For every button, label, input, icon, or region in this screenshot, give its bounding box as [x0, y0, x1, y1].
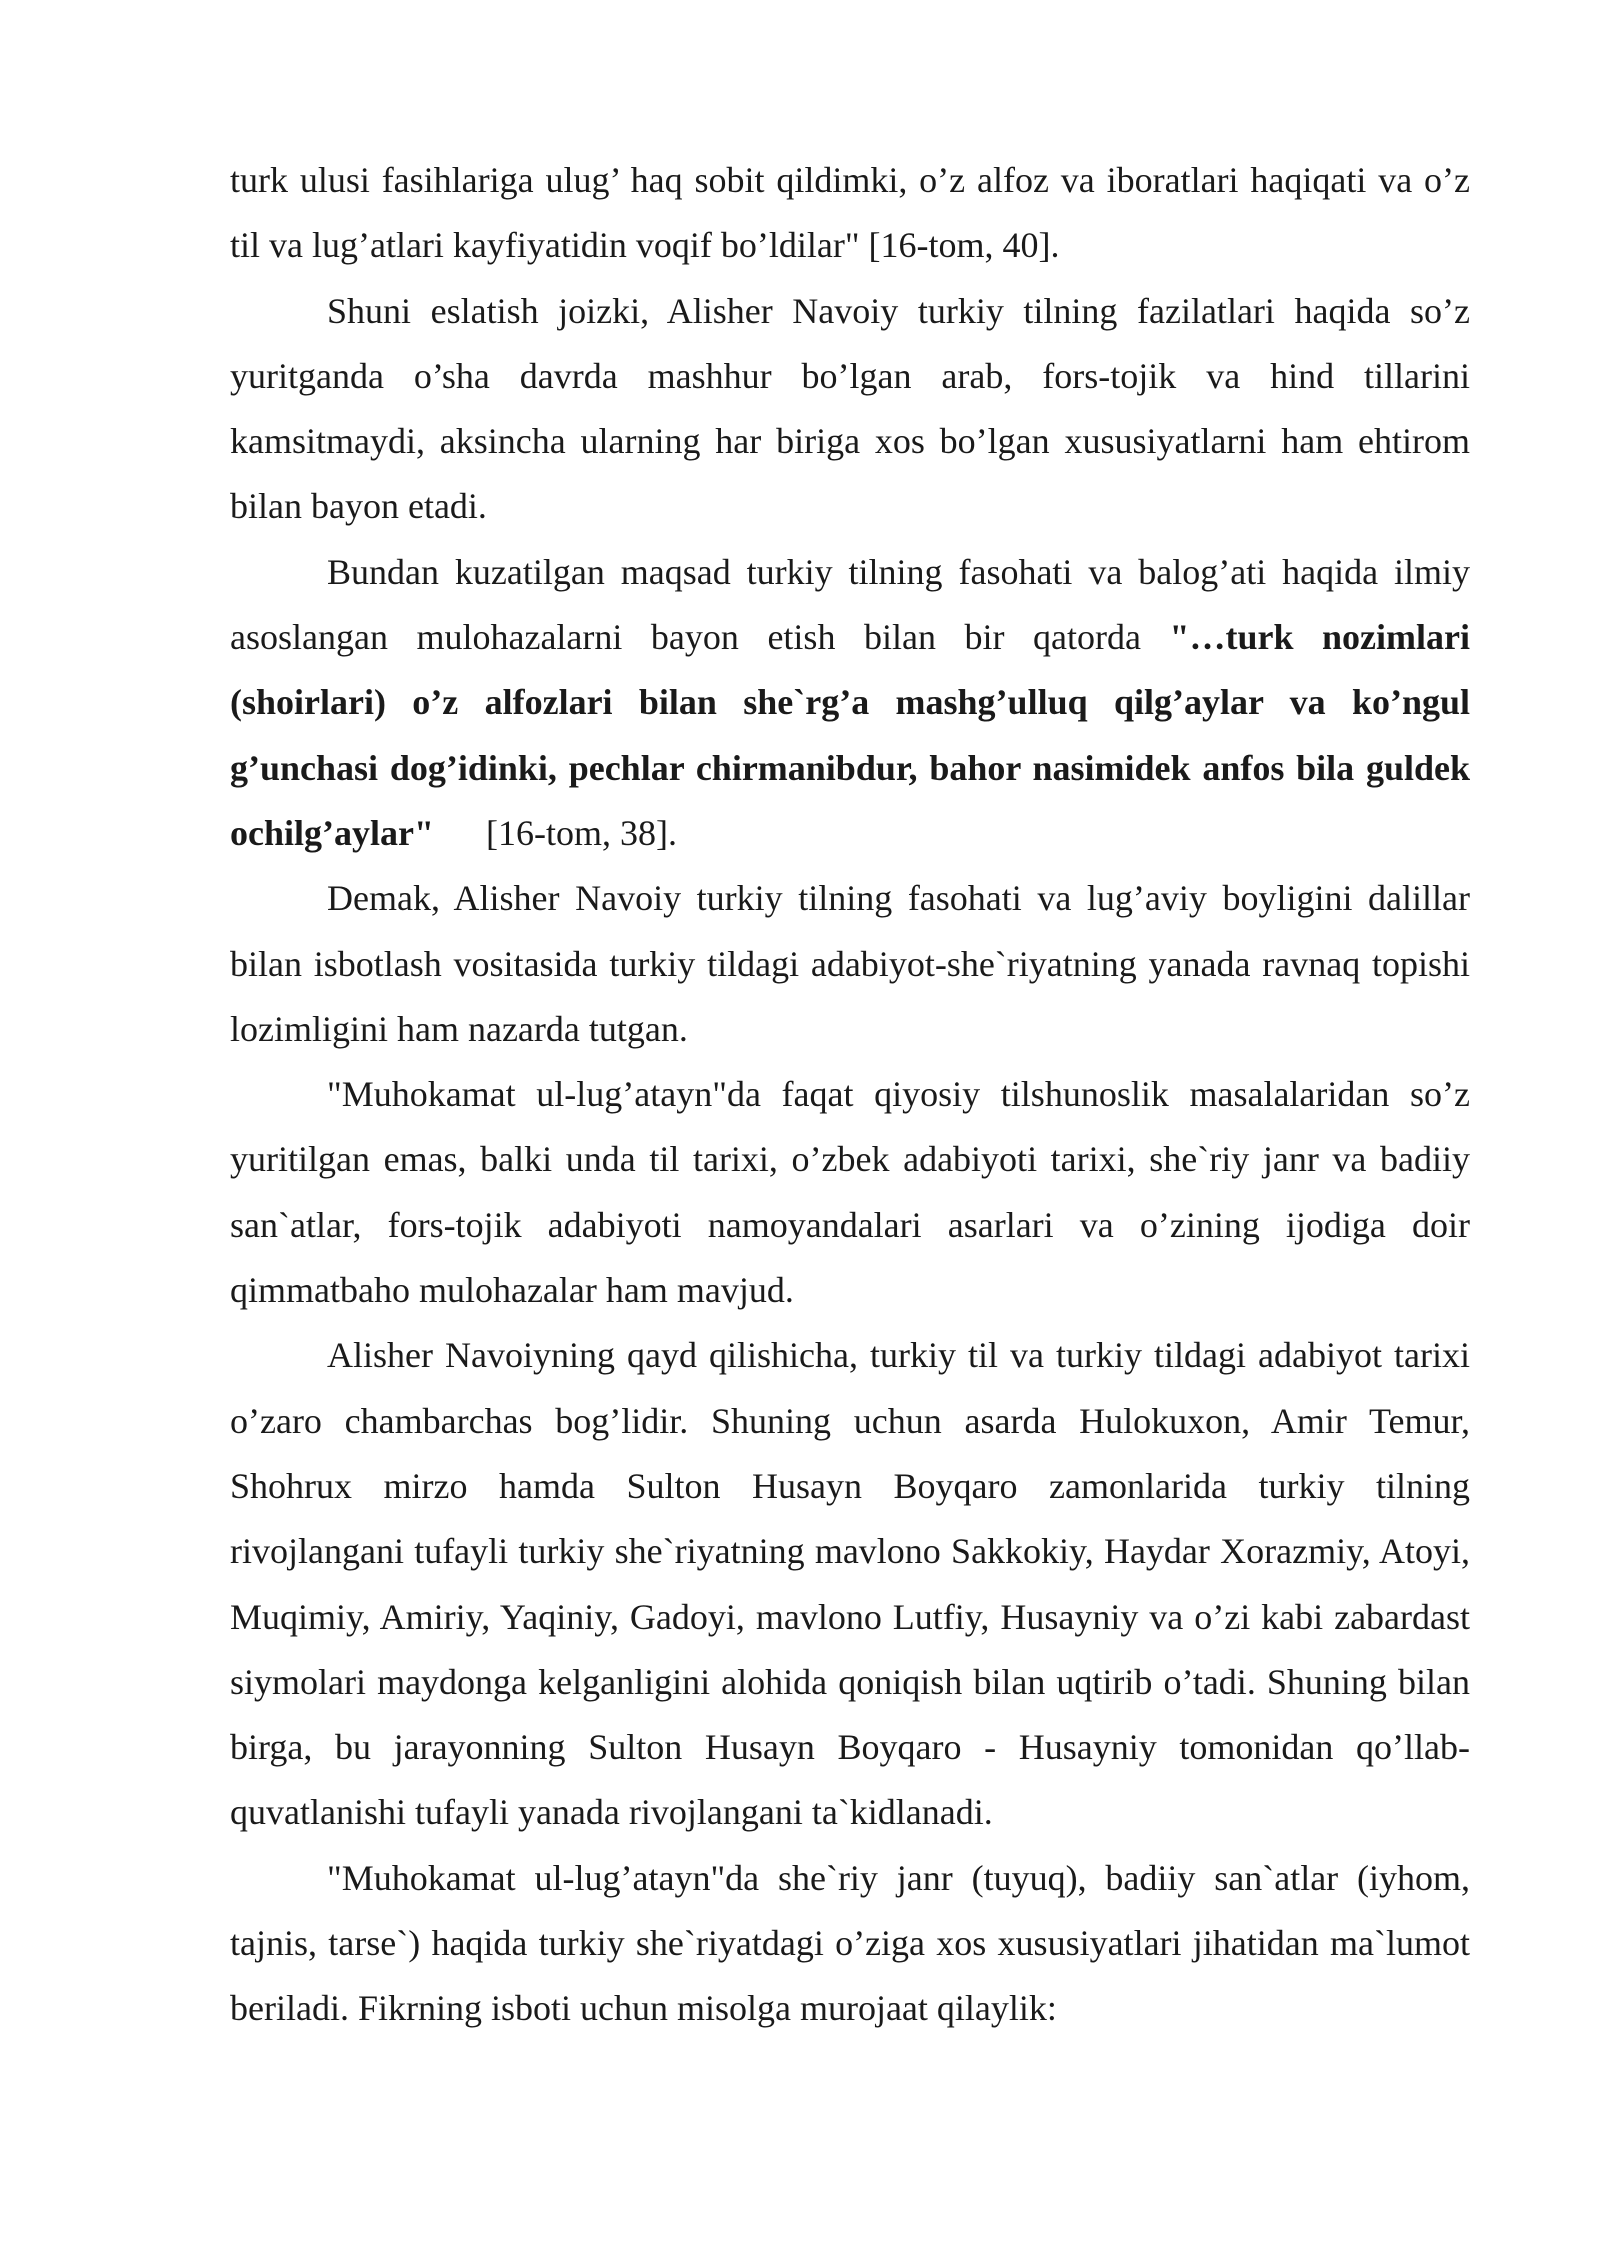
paragraph-muhokamat-scope: "Muhokamat ul-lug’atayn"da faqat qiyosiy tilshunoslik masalalaridan so’z yuritilgan emas, balki unda til tarixi, o’zbek adabiyoti tarixi, she`riy janr va badiiy san`atlar, fors-tojik adabiyoti namoyandalari asarlari va o’zining ijodiga doir qimmatbaho mulohazalar ham mavjud.: [230, 1074, 1470, 1311]
paragraph-genres: "Muhokamat ul-lug’atayn"da she`riy janr (tuyuq), badiiy san`atlar (iyhom, tajnis, tarse`) haqida turkiy she`riyatdagi o’ziga xos xususiyatlari jihatidan ma`lumot beriladi. Fikrning isboti uchun misolga murojaat qilaylik:: [230, 1857, 1470, 2029]
paragraph-demak: Demak, Alisher Navoiy turkiy tilning fasohati va lug’aviy boyligini dalillar bilan isbotlash vositasida turkiy tildagi adabiyot-she`riyatning yanada ravnaq topishi lozimligini ham nazarda tutgan.: [230, 878, 1470, 1049]
paragraph-navoiy-respect: Shuni eslatish joizki, Alisher Navoiy turkiy tilning fazilatlari haqida so’z yuritganda o’sha davrda mashhur bo’lgan arab, fors-tojik va hind tillarini kamsitmaydi, aksincha ularning har biriga xos bo’lgan xususiyatlarni ham ehtirom bilan bayon etadi.: [230, 290, 1470, 527]
paragraph-purpose-quote: [230, 540, 1470, 866]
paragraph-continuation: turk ulusi fasihlariga ulug’ haq sobit qildimki, o’z alfoz va iboratlari haqiqati va o’z til va lug’atlari kayfiyatidin voqif bo’ldilar" [16-tom, 40].: [230, 160, 1470, 266]
paragraph-literary-history: Alisher Navoiyning qayd qilishicha, turkiy til va turkiy tildagi adabiyot tarixi o’zaro chambarchas bog’lidir. Shuning uchun asarda Hulokuxon, Amir Temur, Shohrux mirzo hamda Sulton Husayn Boyqaro zamonlarida turkiy tilning rivojlangani tufayli turkiy she`riyatning mavlono Sakkokiy, Haydar Xorazmiy, Atoyi, Muqimiy, Amiriy, Yaqiniy, Gadoyi, mavlono Lutfiy, Husayniy va o’zi kabi zabardast siymolari maydonga kelganligini alohida qoniqish bilan uqtirib o’tadi. Shuning bilan birga, bu jarayonning Sulton Husayn Boyqaro - Husayniy tomonidan qo’llab-quvatlanishi tufayli yanada rivojlangani ta`kidlanadi.: [230, 1335, 1470, 1833]
quoted-bold-text: "…turk nozimlari (shoirlari) o’z alfozlari bilan she`rg’a mashg’ulluq qilg’aylar va ko’ngul g’unchasi dog’idinki, pechlar chirmanibdur, bahor nasimidek anfos bila guldek ochilg’aylar": [230, 617, 1471, 853]
document-page: [230, 148, 1470, 2042]
paragraph-text: Bundan kuzatilgan maqsad turkiy tilning fasohati va balog’ati haqida ilmiy asoslangan mulohazalarni bayon etish bilan bir qatorda: [230, 551, 1470, 658]
citation: [16-tom, 38].: [485, 812, 677, 853]
